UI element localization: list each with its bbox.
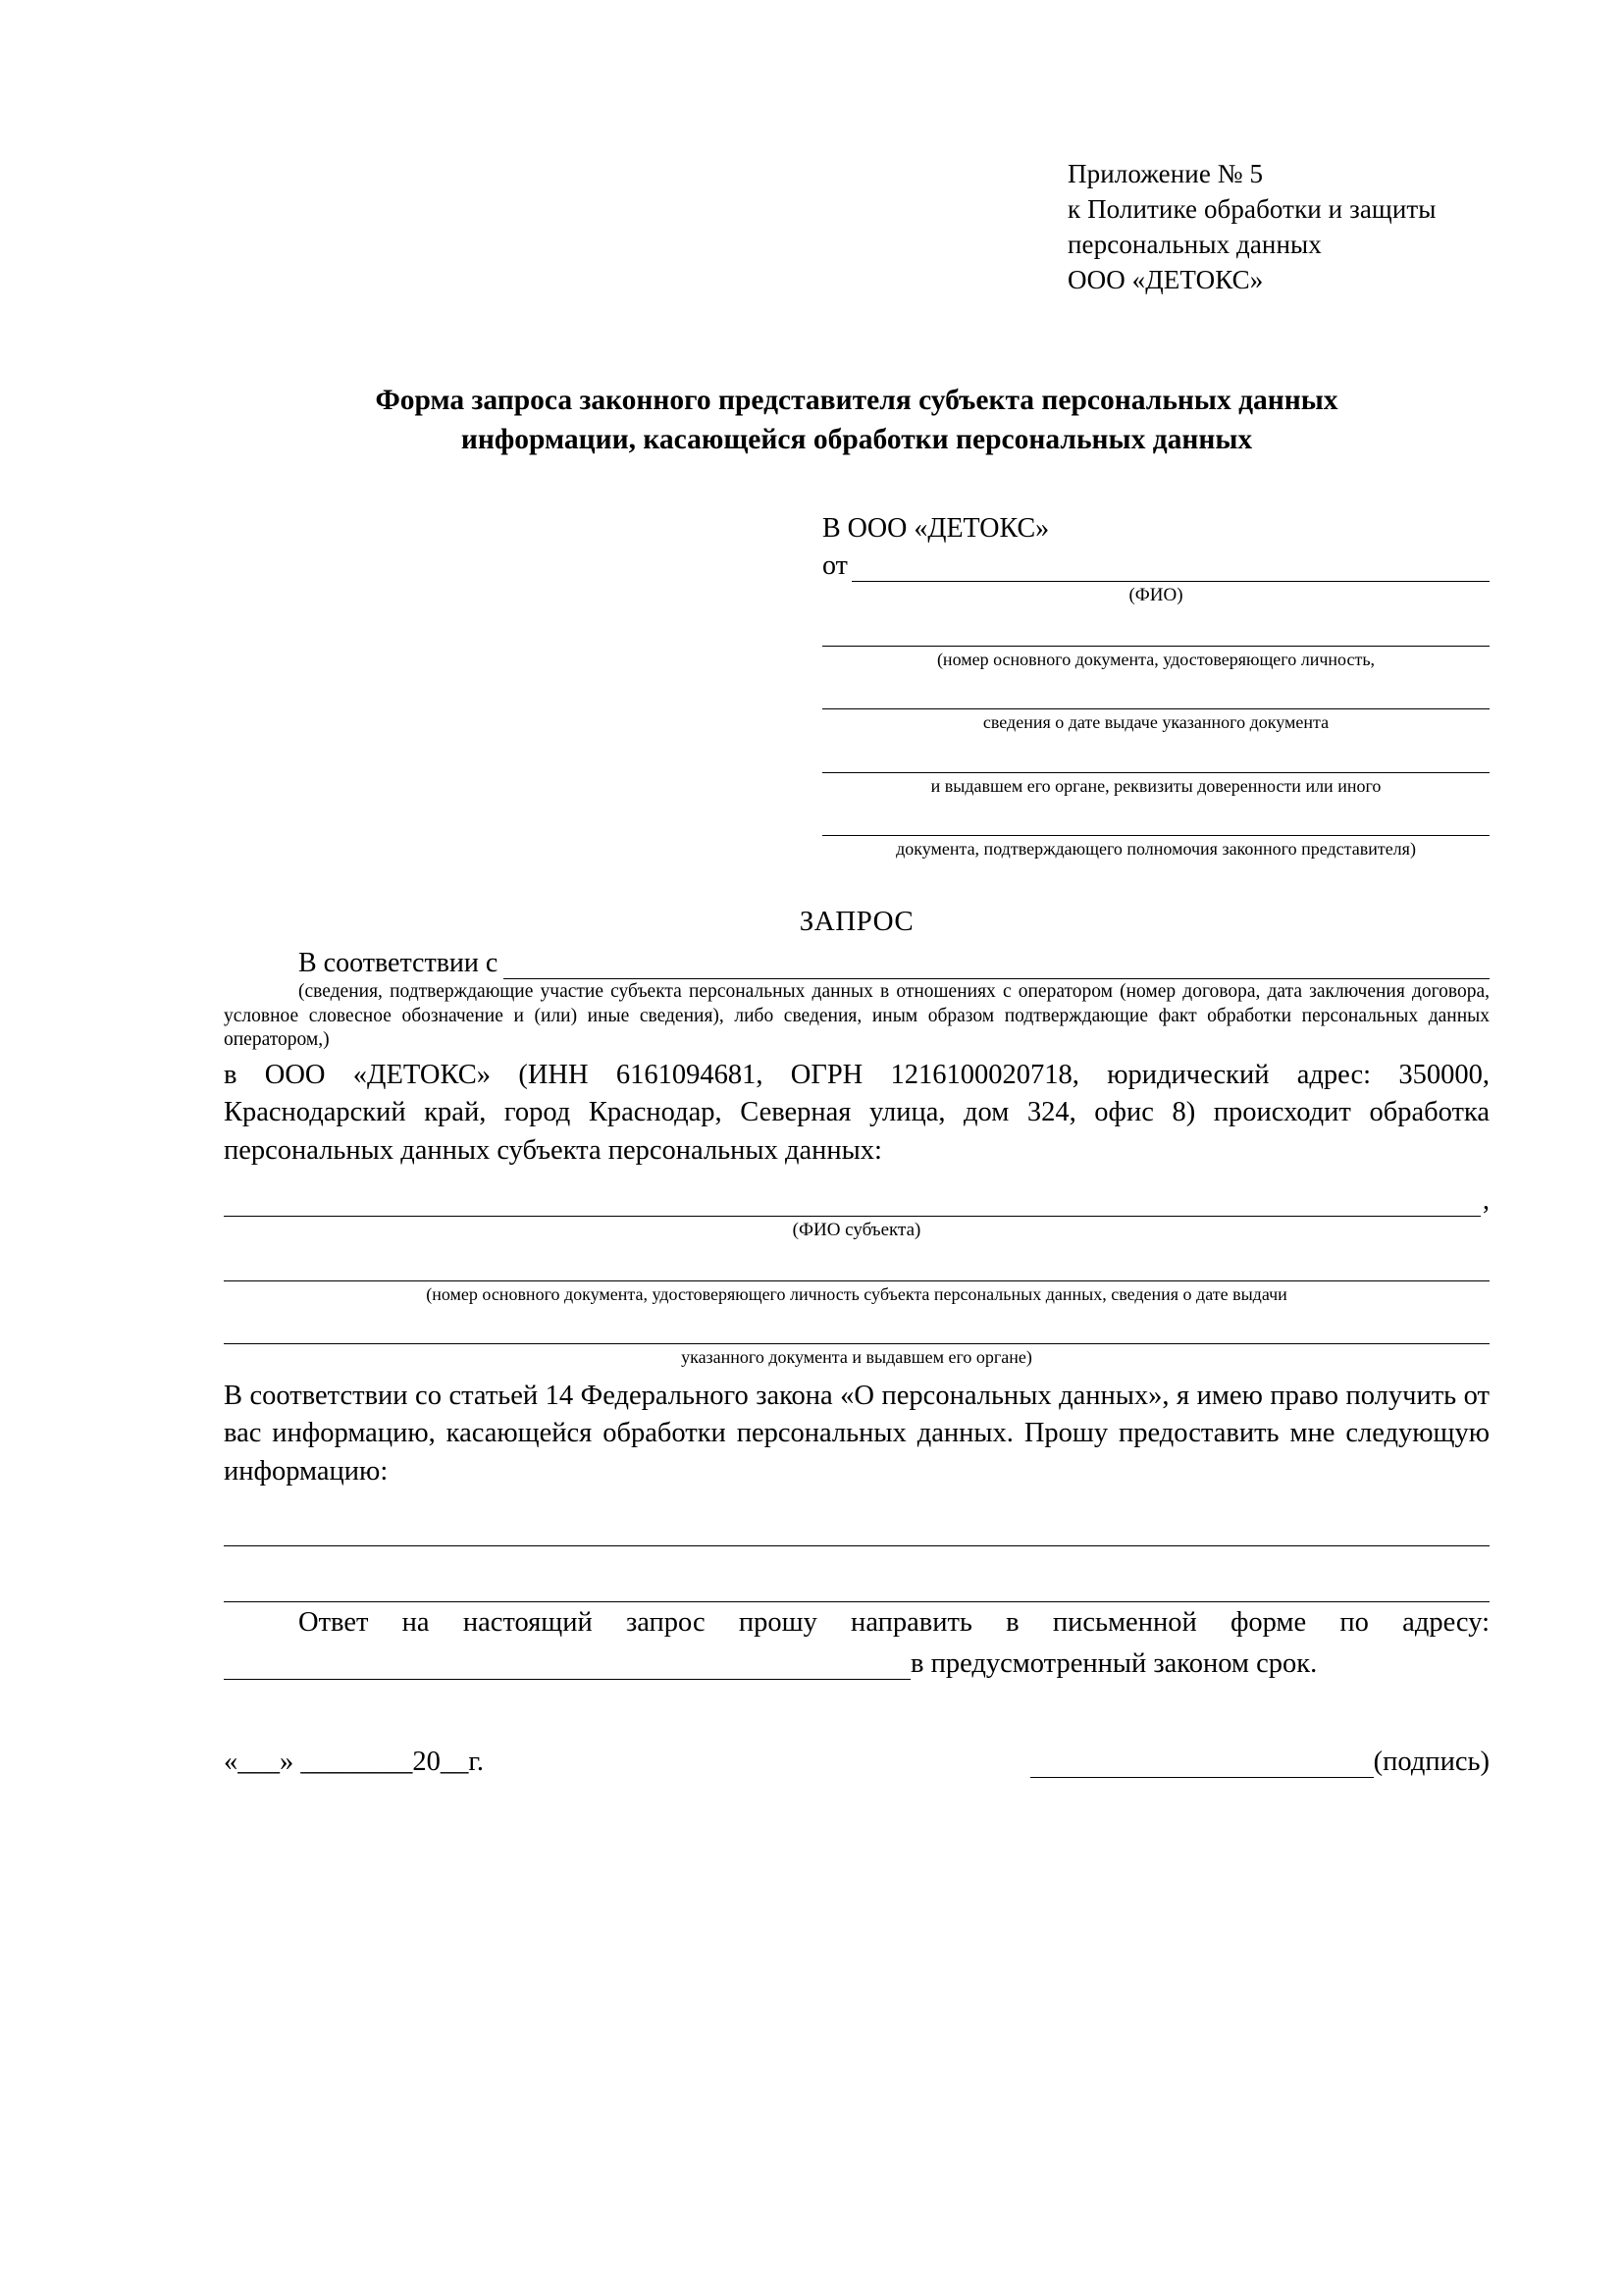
date-field[interactable]: «___» ________20__г.	[224, 1746, 484, 1777]
from-label: от	[822, 550, 848, 582]
signature-rule[interactable]	[1030, 1751, 1374, 1778]
caption-doc-number: (номер основного документа, удостоверяющего личность,	[936, 649, 1376, 669]
subject-fio-comma: ,	[1483, 1185, 1490, 1217]
document-content	[224, 157, 1490, 1778]
subject-doc-field-2[interactable]	[224, 1318, 1490, 1344]
subject-fio-field[interactable]	[224, 1190, 1481, 1217]
signature-row	[224, 1747, 1490, 1778]
from-name-field[interactable]	[852, 555, 1490, 582]
addressee-block	[822, 513, 1490, 861]
appendix-company: ООО «ДЕТОКС»	[1068, 264, 1264, 294]
caption-subject-doc: (номер основного документа, удостоверяющего личность субъекта персональных данных, сведения о дате выдачи	[426, 1284, 1287, 1305]
caption-subject-fio: (ФИО субъекта)	[792, 1220, 921, 1241]
info-request-line-2[interactable]	[224, 1576, 1490, 1602]
appendix-header	[1068, 157, 1490, 298]
appendix-number: Приложение № 5	[1068, 159, 1264, 188]
doc-number-field[interactable]	[822, 620, 1490, 647]
answer-address-row	[224, 1648, 1490, 1680]
page-title-line2: информации, касающейся обработки персональных данных	[460, 424, 1253, 456]
subject-fio-row	[224, 1185, 1490, 1217]
doc-date-field[interactable]	[822, 683, 1490, 709]
basis-label: В соответствии с	[298, 948, 498, 979]
answer-address-field[interactable]	[224, 1653, 911, 1680]
basis-caption-text: (сведения, подтверждающие участие субъекта персональных данных в отношениях с оператором (номер договора, дата заключения договора, условное словесное обозначение и (или) иные сведения), либо сведения, иным образом подтверждающие факт обработки персональных данных оператором,)	[224, 981, 1490, 1051]
basis-field[interactable]	[503, 953, 1490, 979]
page-title-line1: Форма запроса законного представителя субъекта персональных данных	[375, 384, 1338, 416]
page-title	[224, 381, 1490, 460]
answer-paragraph: Ответ на настоящий запрос прошу направить в письменной форме по адресу:	[298, 1607, 1490, 1639]
caption-subject-doc-2: указанного документа и выдавшем его органе)	[681, 1347, 1032, 1368]
appendix-policy-line2: персональных данных	[1068, 229, 1322, 259]
doc-authority-field[interactable]	[822, 809, 1490, 836]
caption-doc-date: сведения о дате выдаче указанного документа	[982, 712, 1330, 733]
law-paragraph: В соответствии со статьей 14 Федерального закона «О персональных данных», я имею право получить от вас информацию, касающейся обработки персональных данных. Прошу предоставить мне следующую информацию:	[224, 1380, 1490, 1487]
caption-fio: (ФИО)	[1128, 585, 1183, 606]
signature-label: (подпись)	[1373, 1746, 1490, 1777]
basis-caption	[224, 980, 1490, 1053]
caption-doc-organ: и выдавшем его органе, реквизиты доверенности или иного	[930, 775, 1382, 796]
caption-doc-authority: документа, подтверждающего полномочия законного представителя)	[896, 838, 1416, 859]
doc-organ-field[interactable]	[822, 747, 1490, 773]
info-request-line-1[interactable]	[224, 1520, 1490, 1546]
from-row	[822, 550, 1490, 582]
basis-row	[224, 948, 1490, 979]
appendix-policy-line1: к Политике обработки и защиты	[1068, 193, 1437, 224]
request-heading: ЗАПРОС	[799, 906, 915, 938]
answer-tail: в предусмотренный законом срок.	[911, 1647, 1318, 1679]
signature-field[interactable]	[1030, 1747, 1490, 1778]
org-paragraph: в ООО «ДЕТОКС» (ИНН 6161094681, ОГРН 1216100020718, юридический адрес: 350000, Краснодарский край, город Краснодар, Северная улица, дом 324, офис 8) происходит обработка персональных данных субъекта персональных данных:	[224, 1059, 1490, 1166]
subject-doc-field[interactable]	[224, 1255, 1490, 1281]
addressee-org: В ООО «ДЕТОКС»	[822, 513, 1050, 545]
